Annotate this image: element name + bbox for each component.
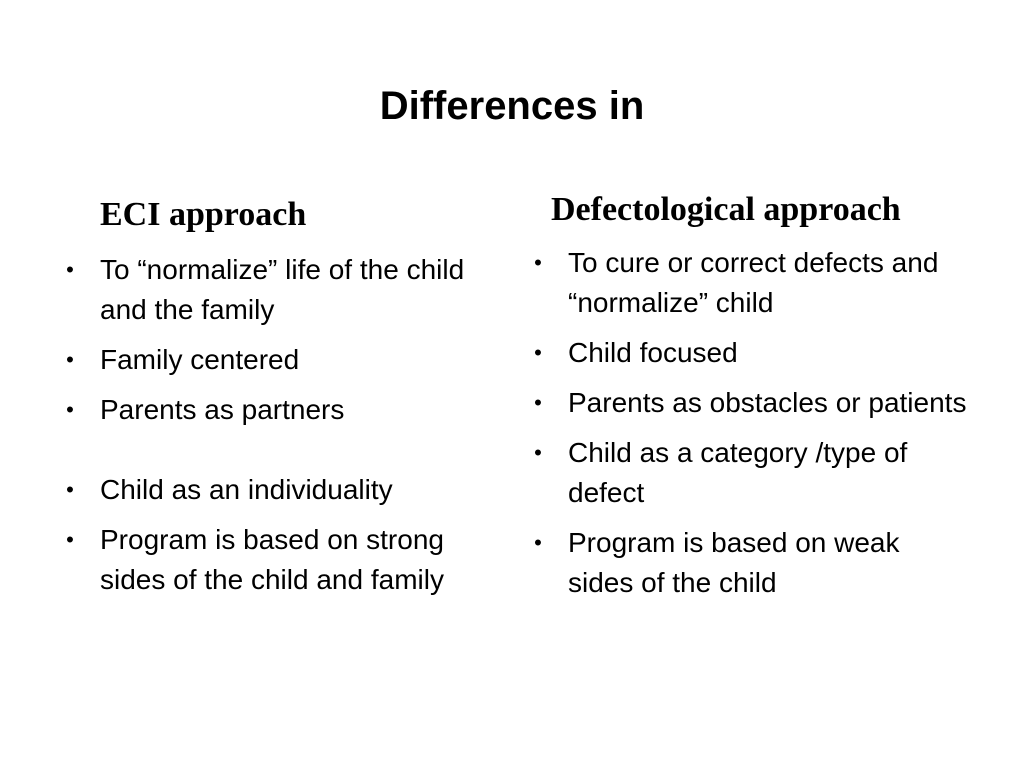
- list-item: [528, 523, 968, 603]
- bullet-icon: •: [534, 390, 542, 415]
- bullet-icon: •: [66, 257, 74, 282]
- list-item-text: Child focused: [568, 337, 738, 368]
- defectological-approach-list: [528, 243, 968, 613]
- bullet-icon: •: [534, 440, 542, 465]
- list-item-text: To “normalize” life of the child and the family: [100, 254, 465, 325]
- list-item-text: Program is based on weak sides of the child: [568, 527, 900, 598]
- list-item: [60, 340, 480, 380]
- list-item-text: Parents as obstacles or patients: [568, 387, 967, 418]
- list-item: [60, 520, 480, 600]
- list-item: [528, 243, 968, 323]
- list-item-text: Child as a category /type of defect: [568, 437, 908, 508]
- list-item-text: Parents as partners: [100, 394, 345, 425]
- list-item: [60, 250, 480, 330]
- list-item-text: Family centered: [100, 344, 300, 375]
- list-item: [528, 333, 968, 373]
- list-item: [60, 470, 480, 510]
- bullet-icon: •: [534, 340, 542, 365]
- bullet-icon: •: [66, 347, 74, 372]
- list-item: [60, 390, 480, 430]
- list-item: [528, 383, 968, 423]
- list-item-text: To cure or correct defects and “normalize” child: [568, 247, 939, 318]
- slide-title: Differences in: [379, 84, 645, 128]
- bullet-icon: •: [534, 250, 542, 275]
- eci-approach-heading: ECI approach: [100, 196, 307, 233]
- defectological-approach-heading: Defectological approach: [551, 191, 901, 228]
- bullet-icon: •: [66, 477, 74, 502]
- eci-approach-list: [60, 250, 480, 610]
- list-item-text: Child as an individuality: [100, 474, 393, 505]
- bullet-icon: •: [66, 527, 74, 552]
- list-item-text: Program is based on strong sides of the child and family: [100, 524, 444, 595]
- bullet-icon: •: [66, 397, 74, 422]
- bullet-icon: •: [534, 530, 542, 555]
- list-item: [528, 433, 968, 513]
